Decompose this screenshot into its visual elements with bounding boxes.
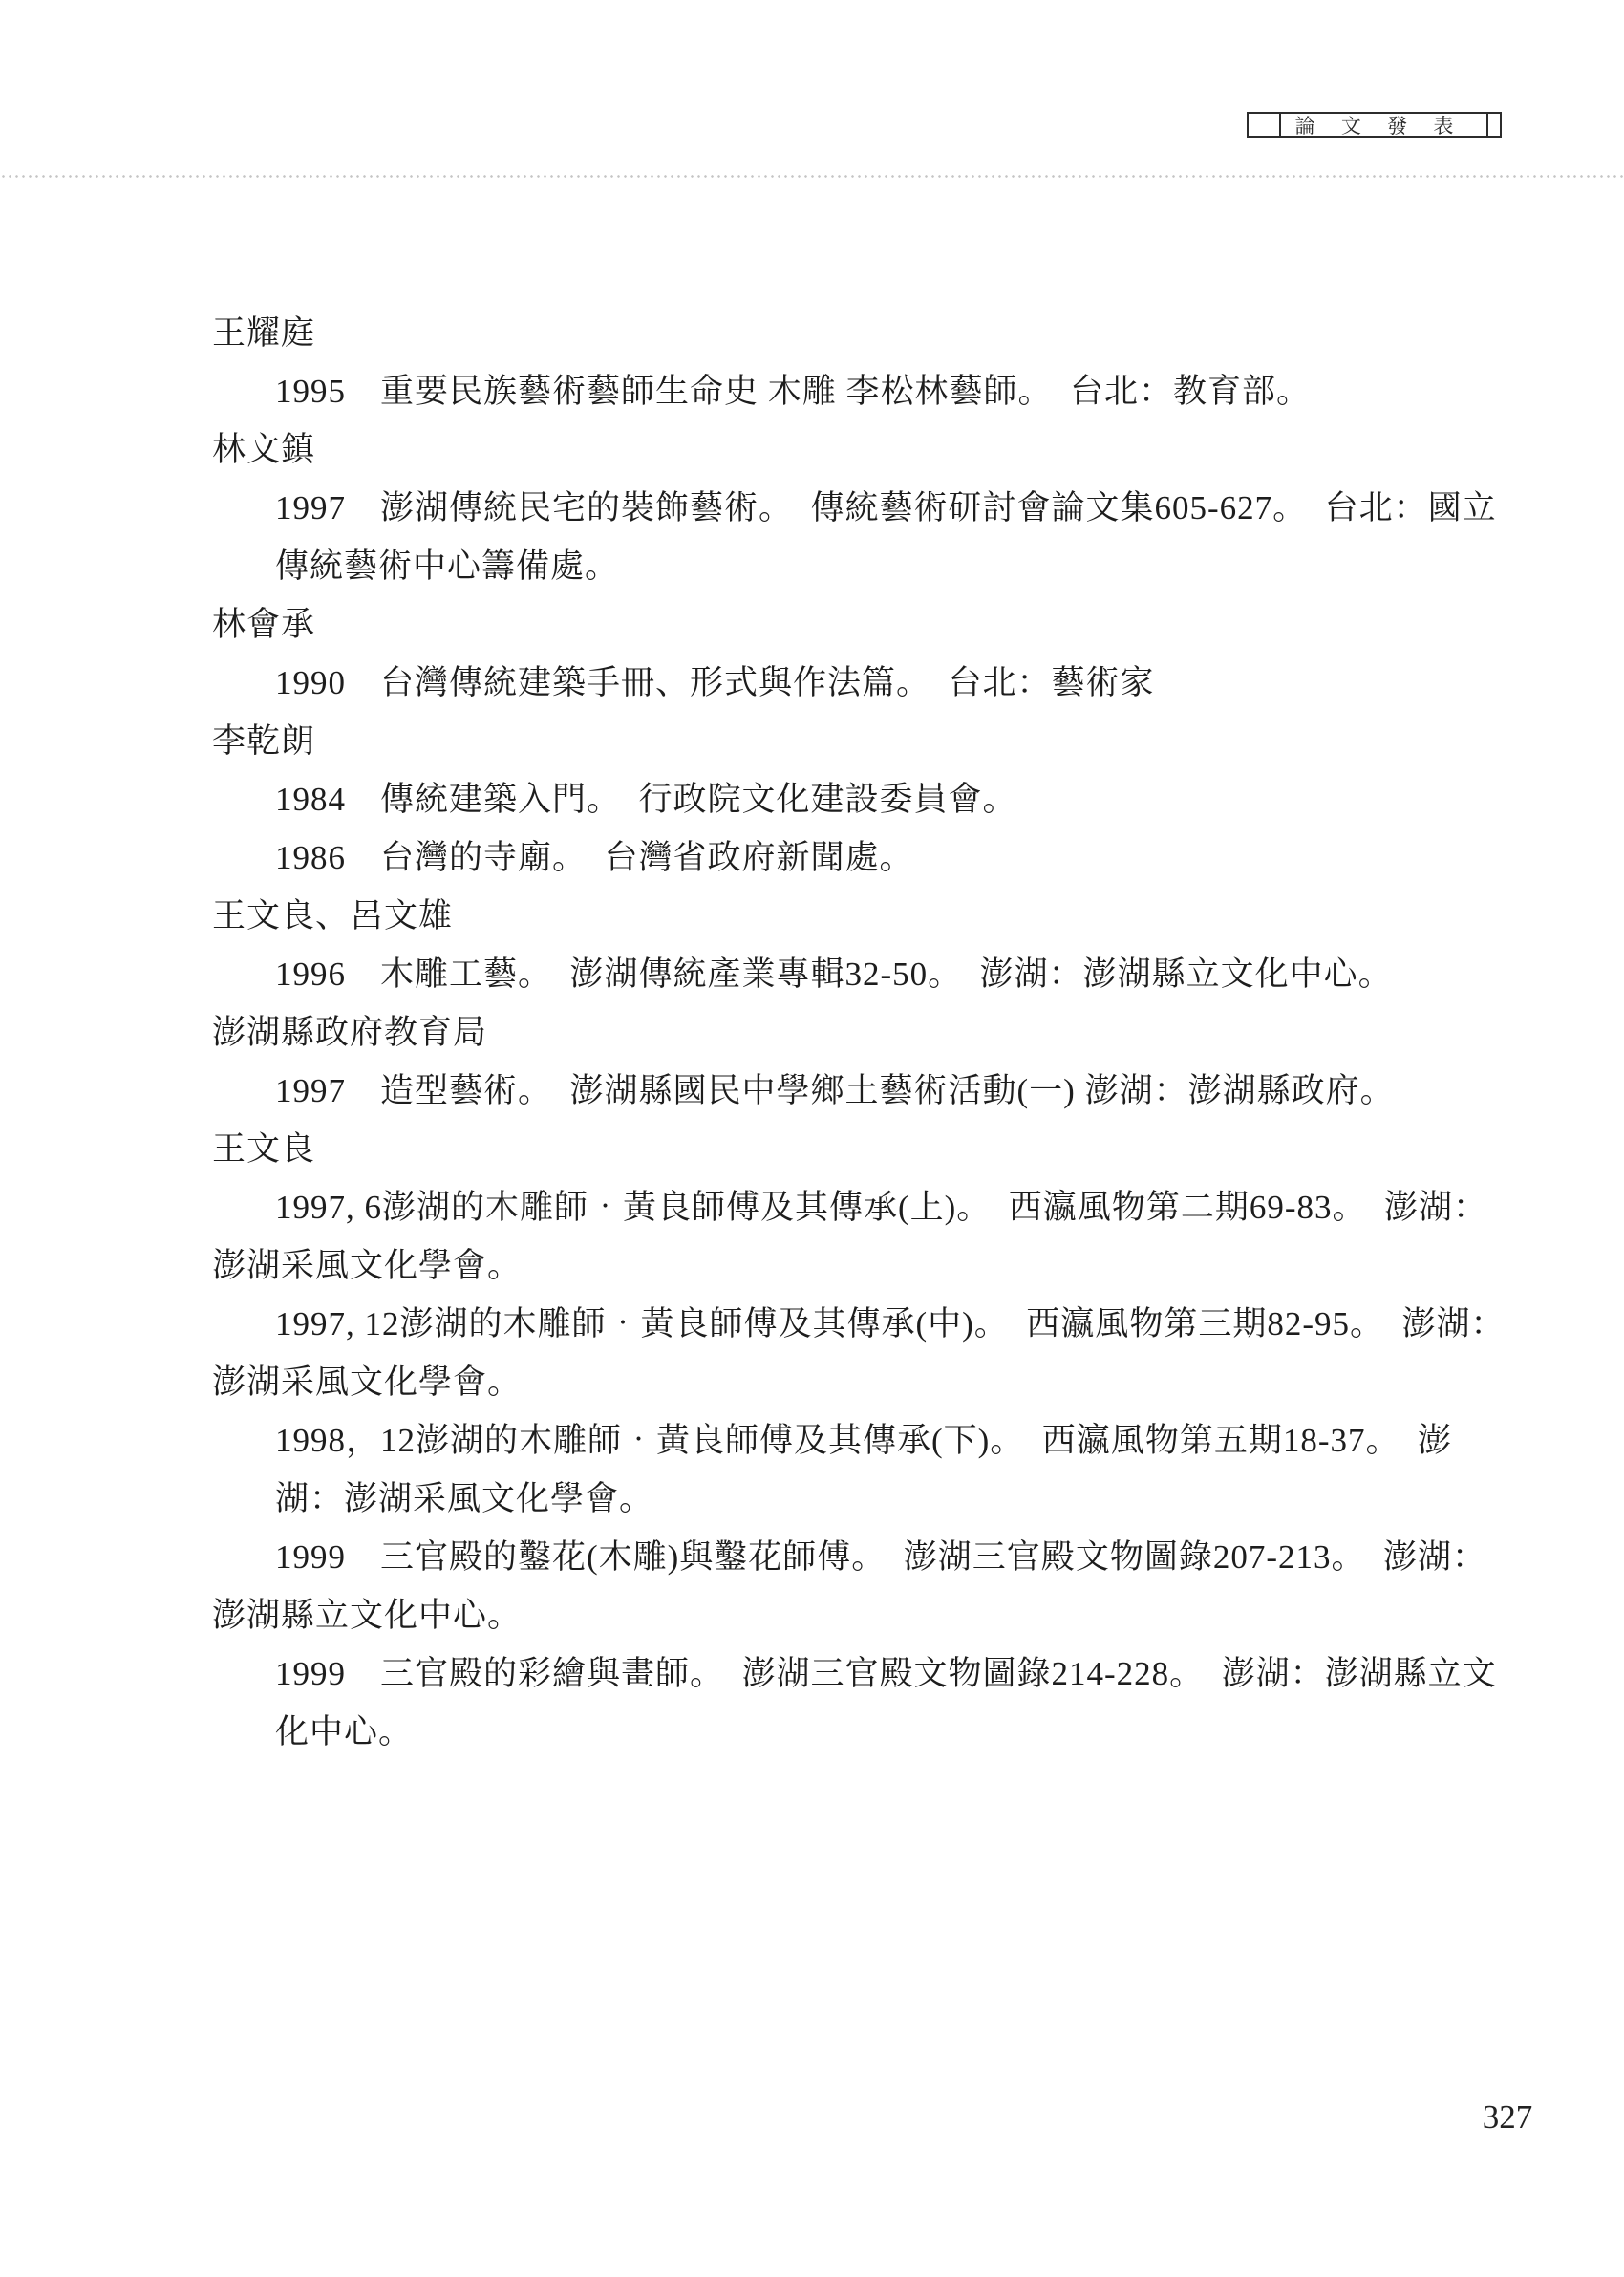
- bibliography-line: 1984 傳統建築入門。 行政院文化建設委員會。: [275, 781, 1017, 818]
- bibliography-line: 1999 三官殿的彩繪與畫師。 澎湖三官殿文物圖錄214-228。 澎湖：澎湖縣立文: [275, 1655, 1497, 1692]
- bibliography-line: 傳統藝術中心籌備處。: [275, 548, 620, 585]
- section-header-label: 論 文 發 表: [1294, 114, 1464, 138]
- bibliography-line: 1997 造型藝術。 澎湖縣國民中學鄉土藝術活動(一) 澎湖：澎湖縣政府。: [275, 1072, 1395, 1109]
- bibliography-line: 1999 三官殿的鑿花(木雕)與鑿花師傅。 澎湖三官殿文物圖錄207-213。 澎湖：: [275, 1538, 1486, 1576]
- bibliography-author: 王文良: [212, 1130, 316, 1168]
- bibliography-author: 林文鎮: [212, 431, 316, 468]
- bibliography-line: 1997 澎湖傳統民宅的裝飾藝術。 傳統藝術研討會論文集605-627。 台北：國立: [275, 489, 1497, 526]
- bibliography-line: 1997, 6澎湖的木雕師‧黃良師傅及其傳承(上)。 西瀛風物第二期69-83。 澎湖：: [275, 1189, 1487, 1226]
- bibliography-line: 化中心。: [275, 1713, 414, 1751]
- bibliography-line: 1996 木雕工藝。 澎湖傳統產業專輯32-50。 澎湖：澎湖縣立文化中心。: [275, 956, 1393, 993]
- page-number: 327: [1482, 2098, 1533, 2136]
- bibliography-author: 王文良、呂文雄: [212, 897, 454, 934]
- header-box-left-tick: [1279, 114, 1281, 136]
- bibliography-line: 1995 重要民族藝術藝師生命史 木雕 李松林藝師。 台北：教育部。: [275, 373, 1312, 410]
- bibliography-line: 湖：澎湖采風文化學會。: [275, 1480, 654, 1517]
- bibliography-line: 澎湖縣立文化中心。: [212, 1597, 523, 1634]
- bibliography-author: 李乾朗: [212, 722, 316, 760]
- header-box-right-tick: [1486, 114, 1488, 136]
- bibliography-author: 林會承: [212, 606, 316, 643]
- section-header-box: [1247, 112, 1502, 138]
- bibliography-line: 澎湖采風文化學會。: [212, 1364, 523, 1401]
- bibliography-line: 1998，12澎湖的木雕師‧黃良師傅及其傳承(下)。 西瀛風物第五期18-37。 澎: [275, 1422, 1452, 1459]
- bibliography-line: 1997, 12澎湖的木雕師‧黃良師傅及其傳承(中)。 西瀛風物第三期82-95。 澎湖：: [275, 1305, 1506, 1343]
- bibliography-list: [212, 304, 1506, 1761]
- dotted-divider: [0, 175, 1624, 178]
- bibliography-line: 1990 台灣傳統建築手冊、形式與作法篇。 台北：藝術家: [275, 664, 1155, 701]
- bibliography-author: 澎湖縣政府教育局: [212, 1014, 488, 1051]
- bibliography-author: 王耀庭: [212, 314, 316, 352]
- bibliography-line: 澎湖采風文化學會。: [212, 1247, 523, 1284]
- bibliography-line: 1986 台灣的寺廟。 台灣省政府新聞處。: [275, 839, 914, 876]
